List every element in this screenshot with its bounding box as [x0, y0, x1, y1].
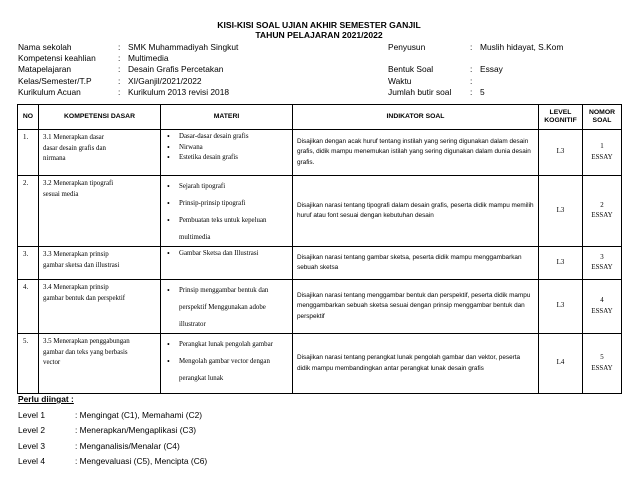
row-materi: [161, 247, 293, 280]
info-row: [18, 76, 238, 87]
notes-level: Level 4: [18, 456, 46, 466]
row-nomor: [583, 334, 622, 394]
row-indikator: Disajikan narasi tentang tipografi dalam desain grafis, peserta didik mampu memilih huruf atau font sesuai dengan kebutuhan desain: [293, 176, 539, 247]
notes-desc: : Menerapkan/Mengaplikasi (C3): [75, 425, 197, 435]
info-row: [18, 64, 238, 75]
info-value: SMK Muhammadiyah Singkut: [128, 42, 239, 52]
row-nomor: [583, 130, 622, 176]
table-row: [18, 130, 622, 176]
row-indikator: Disajikan narasi tentang menggambar bentuk dan perspektif, peserta didik mampu menggambarkan sebuah sketsa sesuai dengan prinsip menggambar bentuk dan perspektif: [293, 280, 539, 334]
notes-row: [18, 439, 207, 455]
kompetensi-line: gambar bentuk dan perspektif: [43, 294, 126, 302]
row-level: L3: [539, 280, 583, 334]
info-value: Multimedia: [128, 53, 169, 64]
info-label: Kurikulum Acuan: [18, 86, 81, 97]
row-nomor: [583, 280, 622, 334]
info-label: Penyusun: [388, 42, 426, 52]
kompetensi-line: 3.1 Menerapkan dasar: [43, 134, 105, 141]
info-value: Desain Grafis Percetakan: [128, 64, 224, 75]
info-colon: :: [118, 64, 121, 75]
kompetensi-line: 3.3 Menerapkan prinsip: [43, 251, 109, 258]
row-no: 2.: [18, 176, 39, 247]
notes-level: Level 1: [18, 409, 46, 420]
materi-item: • Estetika desain grafis: [179, 153, 290, 164]
header-indikator: INDIKATOR SOAL: [293, 105, 539, 130]
header-kompetensi: KOMPETENSI DASAR: [39, 105, 161, 130]
info-row-empty: [388, 53, 563, 64]
row-kompetensi: [39, 280, 161, 334]
row-level: L3: [539, 176, 583, 247]
materi-item: • Perangkat lunak pengolah gambar: [179, 336, 290, 353]
info-row: [388, 76, 563, 87]
row-materi: [161, 334, 293, 394]
question-grid-table: [17, 104, 622, 394]
materi-item: • Prinsip-prinsip tipografi: [179, 195, 290, 212]
notes-heading: Perlu diingat :: [18, 394, 74, 404]
header-no: NO: [18, 105, 39, 130]
row-indikator: Disajikan narasi tentang perangkat lunak pengolah gambar dan vektor, peserta didik mampu membandingkan antar perangkat lunak desain grafis: [293, 334, 539, 394]
notes-desc: : Menganalisis/Menalar (C4): [75, 440, 180, 451]
info-row: [18, 42, 238, 53]
row-no: 3.: [18, 247, 39, 280]
row-indikator: Disajikan narasi tentang gambar sketsa, peserta didik mampu menggambarkan sebuah sketsa: [293, 247, 539, 280]
kompetensi-line: gambar sketsa dan illustrasi: [43, 261, 120, 269]
header-level: LEVEL KOGNITIF: [539, 105, 583, 130]
row-materi: [161, 130, 293, 176]
info-colon: :: [118, 53, 121, 64]
info-row: [18, 53, 238, 64]
notes-level: Level 2: [18, 425, 46, 435]
row-kompetensi: [39, 130, 161, 176]
materi-item: • Nirwana: [179, 143, 290, 154]
materi-item: • Gambar Sketsa dan Illustrasi: [179, 249, 290, 260]
row-nomor: [583, 247, 622, 280]
materi-item: • Sejarah tipografi: [179, 178, 290, 195]
row-kompetensi: [39, 247, 161, 280]
info-row: [388, 87, 563, 98]
notes-row: [18, 423, 207, 439]
info-value: 5: [480, 86, 485, 97]
materi-item: • Mengolah gambar vector dengan perangkat lunak: [179, 353, 290, 387]
row-materi: [161, 176, 293, 247]
info-colon: :: [118, 75, 121, 86]
info-colon: :: [470, 86, 473, 97]
kompetensi-line: dasar desain grafis dan: [43, 144, 106, 152]
nomor-type: ESSAY: [591, 264, 613, 271]
table-header-row: [18, 105, 622, 130]
info-label: Bentuk Soal: [388, 64, 434, 75]
materi-item: • Dasar-dasar desain grafis: [179, 132, 290, 143]
nomor-type: ESSAY: [591, 364, 613, 372]
info-colon: :: [470, 42, 473, 52]
info-value: XI/Ganjil/2021/2022: [128, 75, 202, 86]
notes-row: [18, 408, 207, 424]
nomor-number: 4: [600, 297, 604, 304]
row-no: 1.: [18, 130, 39, 176]
info-colon: :: [118, 86, 121, 97]
info-value: Muslih hidayat, S.Kom: [480, 42, 564, 52]
nomor-number: 1: [600, 143, 604, 150]
row-level: L3: [539, 247, 583, 280]
info-row: [388, 42, 563, 53]
table-row: [18, 247, 622, 280]
nomor-type: ESSAY: [591, 212, 613, 219]
info-label: Kompetensi keahlian: [18, 53, 96, 64]
nomor-number: 3: [600, 253, 604, 261]
info-label: Matapelajaran: [18, 64, 72, 75]
info-colon: :: [118, 42, 121, 52]
row-no: 4.: [18, 280, 39, 334]
info-row: [388, 64, 563, 75]
row-materi: [161, 280, 293, 334]
table-row: [18, 176, 622, 247]
kompetensi-line: 3.2 Menerapkan tipografi: [43, 180, 114, 187]
info-label: Waktu: [388, 75, 412, 86]
row-level: L3: [539, 130, 583, 176]
notes-level: Level 3: [18, 440, 46, 451]
row-kompetensi: [39, 176, 161, 247]
kompetensi-line: 3.5 Menerapkan penggabungan: [43, 338, 130, 345]
kompetensi-line: 3.4 Menerapkan prinsip: [43, 284, 109, 291]
kompetensi-line: sesuai media: [43, 190, 79, 198]
info-label: Kelas/Semester/T.P: [18, 75, 92, 86]
info-label: Jumlah butir soal: [388, 86, 452, 97]
row-nomor: [583, 176, 622, 247]
exam-info-right: [388, 42, 563, 98]
materi-item: • Prinsip menggambar bentuk dan perspektif Menggunakan adobe illustrator: [179, 282, 290, 333]
info-value: Kurikulum 2013 revisi 2018: [128, 86, 230, 97]
table-row: [18, 280, 622, 334]
nomor-type: ESSAY: [591, 153, 613, 161]
notes-row: [18, 454, 207, 470]
document-title: KISI-KISI SOAL UJIAN AKHIR SEMESTER GANJIL: [217, 20, 421, 30]
info-colon: :: [470, 75, 473, 86]
kompetensi-line: vector: [43, 359, 61, 366]
nomor-number: 5: [600, 354, 604, 361]
info-label: Nama sekolah: [18, 42, 72, 52]
materi-item: • Pembuatan teks untuk kepeluan multimedia: [179, 212, 290, 246]
nomor-type: ESSAY: [591, 307, 613, 315]
cognitive-level-notes: [18, 392, 207, 470]
table-row: [18, 334, 622, 394]
header-materi: MATERI: [161, 105, 293, 130]
document-subtitle: TAHUN PELAJARAN 2021/2022: [255, 30, 383, 40]
row-kompetensi: [39, 334, 161, 394]
nomor-number: 2: [600, 201, 604, 209]
info-value: Essay: [480, 64, 503, 75]
school-info-left: [18, 42, 238, 98]
row-level: L4: [539, 334, 583, 394]
info-row: [18, 87, 238, 98]
kompetensi-line: gambar dan teks yang berbasis: [43, 348, 128, 356]
row-no: 5.: [18, 334, 39, 394]
kompetensi-line: nirmana: [43, 155, 66, 162]
row-indikator: Disajikan dengan acak huruf tentang instilah yang sering digunakan dalam desain grafis, didik mampu menemukan istilah yang sering digunakan dalam dunia desain grafis.: [293, 130, 539, 176]
notes-desc: : Mengevaluasi (C5), Mencipta (C6): [75, 456, 208, 466]
notes-desc: : Mengingat (C1), Memahami (C2): [75, 409, 203, 420]
header-nomor: NOMOR SOAL: [583, 105, 622, 130]
info-colon: :: [470, 64, 473, 75]
